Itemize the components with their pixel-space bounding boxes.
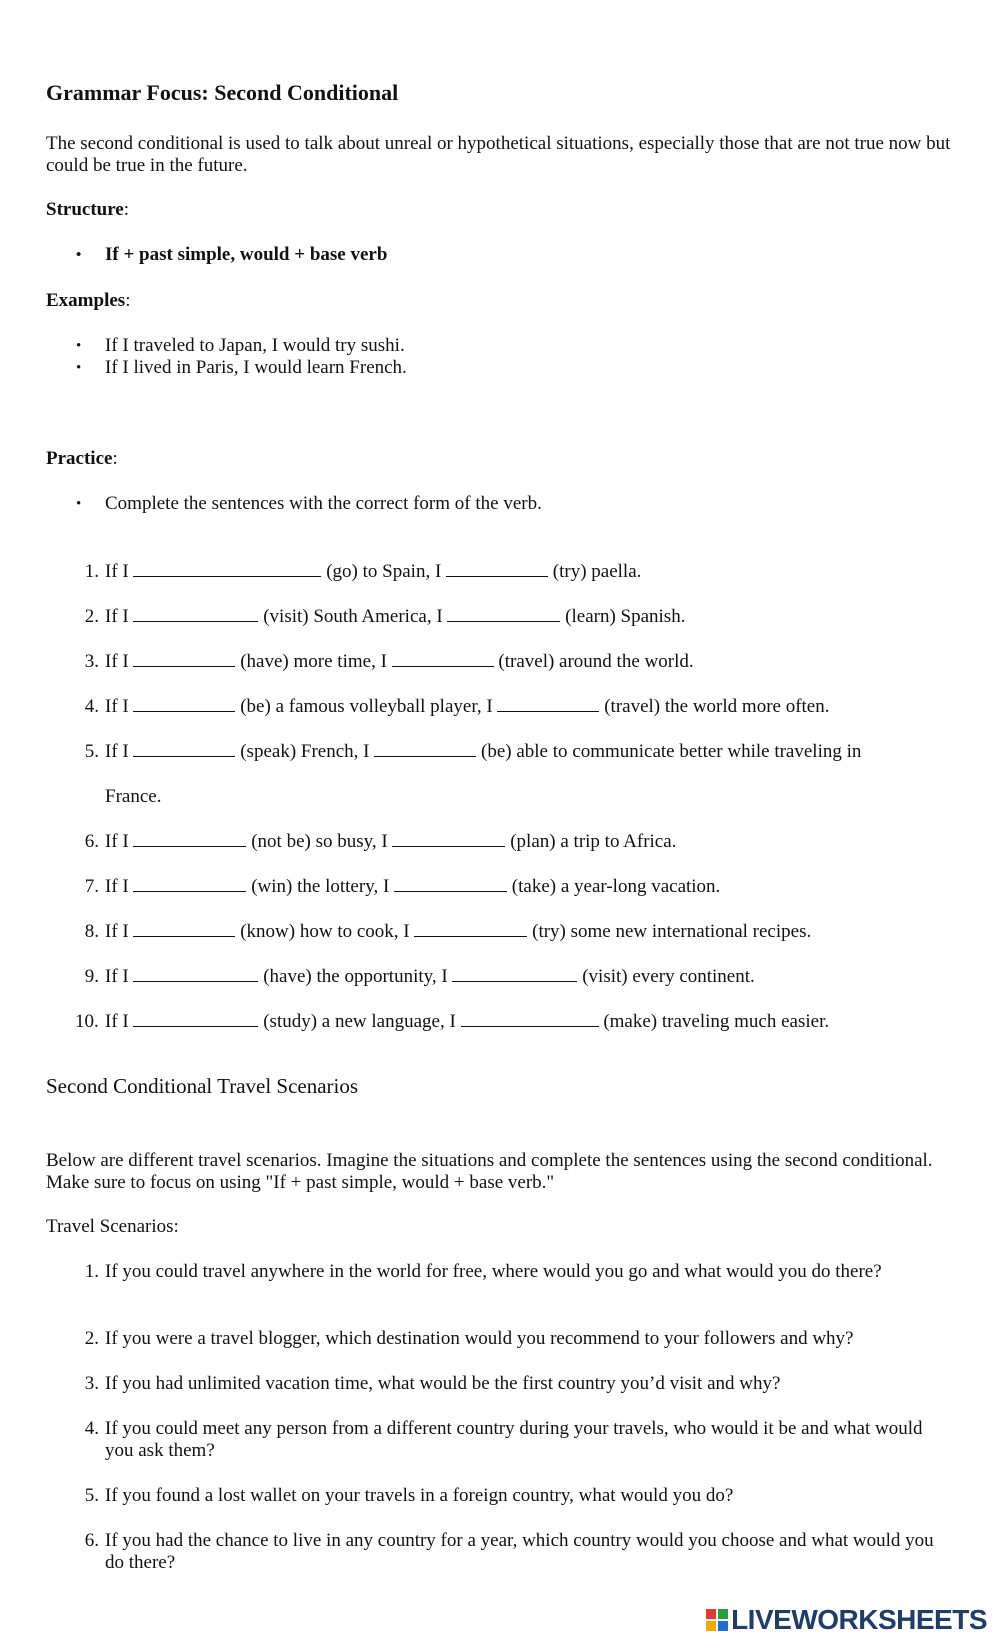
item-number: 6. <box>84 831 99 852</box>
answer-blank[interactable] <box>133 921 235 937</box>
answer-blank[interactable] <box>133 741 235 757</box>
logo-text: LIVEWORKSHEETS <box>731 1604 987 1635</box>
answer-blank[interactable] <box>452 966 577 982</box>
structure-formula: • If + past simple, would + base verb <box>105 244 955 266</box>
title-part-1: Grammar Focus <box>46 80 202 105</box>
logo-blocks-icon <box>706 1609 728 1631</box>
title-separator: : <box>201 80 209 105</box>
item-number: 3. <box>84 1373 99 1394</box>
examples-label: Examples: <box>46 290 131 311</box>
item-number: 10. <box>75 1011 99 1032</box>
scenarios-heading: Second Conditional Travel Scenarios <box>46 1074 359 1098</box>
page-title <box>46 80 398 106</box>
answer-blank[interactable] <box>461 1011 599 1027</box>
answer-blank[interactable] <box>392 831 505 847</box>
item-number: 1. <box>84 1261 99 1282</box>
item-number: 5. <box>84 1485 99 1506</box>
answer-blank[interactable] <box>374 741 476 757</box>
item-number: 1. <box>84 561 99 582</box>
answer-blank[interactable] <box>133 966 258 982</box>
answer-blank[interactable] <box>392 651 494 667</box>
answer-blank[interactable] <box>133 561 321 577</box>
item-number: 7. <box>84 876 99 897</box>
item-number: 4. <box>84 1418 99 1439</box>
item-number: 8. <box>84 921 99 942</box>
practice-instruction: • Complete the sentences with the correct form of the verb. <box>105 493 955 515</box>
logo-block <box>718 1621 728 1631</box>
liveworksheets-logo[interactable] <box>706 1605 987 1635</box>
answer-blank[interactable] <box>394 876 507 892</box>
answer-blank[interactable] <box>133 606 258 622</box>
answer-blank[interactable] <box>446 561 548 577</box>
logo-block <box>706 1609 716 1619</box>
item-number: 6. <box>84 1530 99 1551</box>
item-number: 2. <box>84 606 99 627</box>
intro-paragraph: The second conditional is used to talk about unreal or hypothetical situations, especially those that are not true now but could be true in the future. <box>46 133 951 176</box>
item-number: 3. <box>84 651 99 672</box>
answer-blank[interactable] <box>133 1011 258 1027</box>
structure-label: Structure: <box>46 199 130 220</box>
title-part-2: Second Conditional <box>208 80 399 105</box>
example-item: • If I lived in Paris, I would learn French. <box>105 357 955 379</box>
answer-blank[interactable] <box>133 696 235 712</box>
answer-blank[interactable] <box>497 696 599 712</box>
answer-blank[interactable] <box>133 831 246 847</box>
scenarios-intro: Below are different travel scenarios. Imagine the situations and complete the sentences using the second conditional. Make sure to focus on using "If + past simple, would + base verb." <box>46 1150 933 1193</box>
item-number: 5. <box>84 741 99 762</box>
example-item: • If I traveled to Japan, I would try sushi. <box>105 335 955 357</box>
answer-blank[interactable] <box>414 921 527 937</box>
answer-blank[interactable] <box>447 606 560 622</box>
item-number: 4. <box>84 696 99 717</box>
travel-scenarios-label: Travel Scenarios: <box>46 1216 179 1237</box>
item-number: 2. <box>84 1328 99 1349</box>
logo-block <box>718 1609 728 1619</box>
item-number: 9. <box>84 966 99 987</box>
logo-block <box>706 1621 716 1631</box>
practice-label: Practice: <box>46 448 118 469</box>
answer-blank[interactable] <box>133 651 235 667</box>
answer-blank[interactable] <box>133 876 246 892</box>
